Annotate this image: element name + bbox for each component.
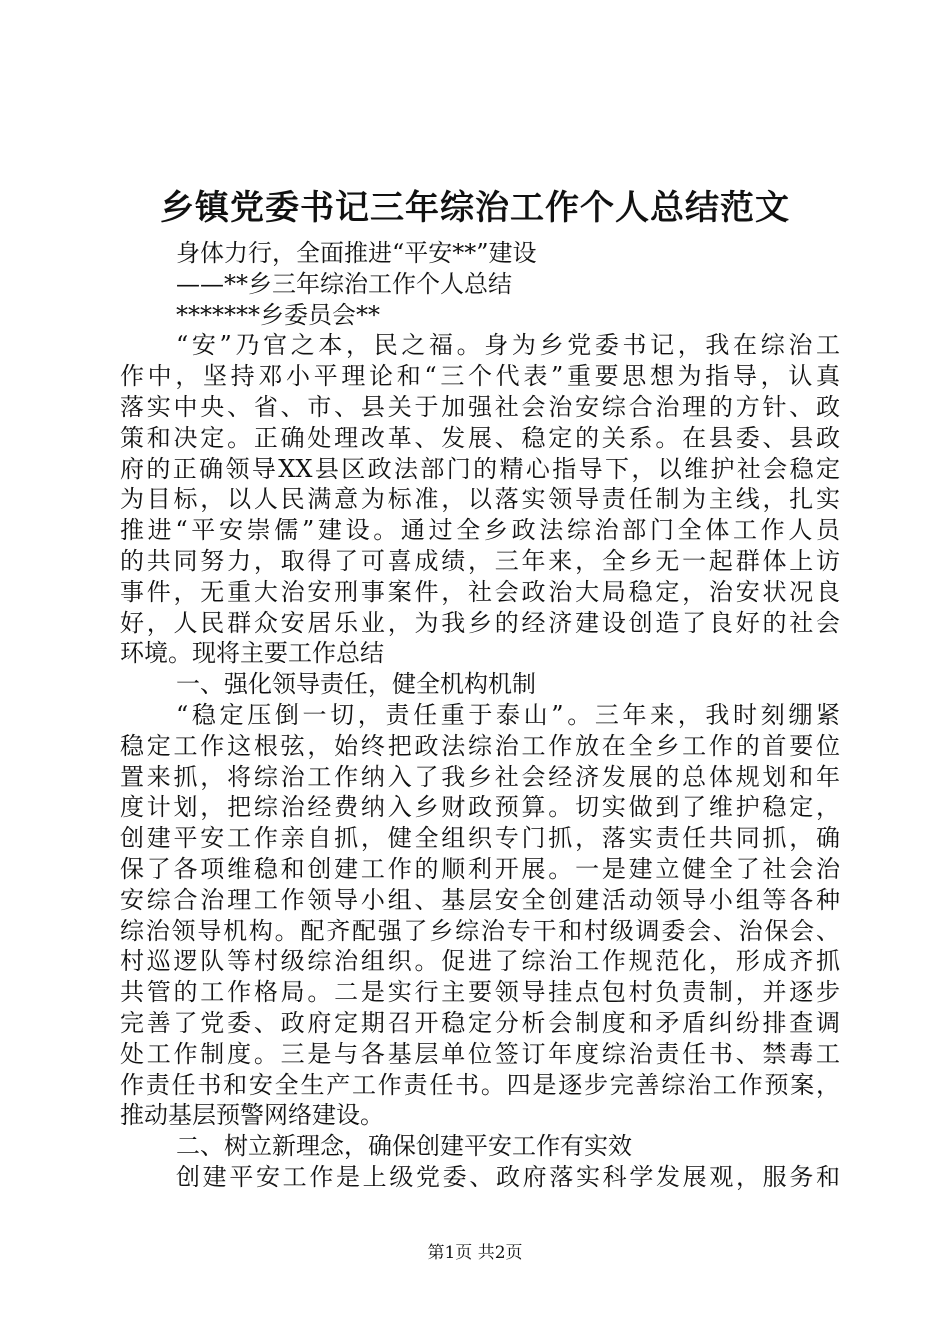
paragraph-line: 置来抓，将综治工作纳入了我乡社会经济发展的总体规划和年: [120, 762, 840, 791]
paragraph-line: 保了各项维稳和创建工作的顺利开展。一是建立健全了社会治: [120, 854, 840, 883]
paragraph-line: 稳定工作这根弦，始终把政法综治工作放在全乡工作的首要位: [120, 731, 840, 760]
document-body: [120, 238, 840, 1193]
paragraph-line: 落实中央、省、市、县关于加强社会治安综合治理的方针、政: [120, 392, 840, 421]
paragraph-line: 度计划，把综治经费纳入乡财政预算。切实做到了维护稳定，: [120, 793, 840, 822]
paragraph-line: 作责任书和安全生产工作责任书。四是逐步完善综治工作预案，: [120, 1070, 840, 1099]
paragraph-line: 处工作制度。三是与各基层单位签订年度综治责任书、禁毒工: [120, 1039, 840, 1068]
subtitle-line: ——**乡三年综治工作个人总结: [176, 269, 512, 298]
paragraph-line: 环境。现将主要工作总结: [120, 639, 384, 668]
paragraph-line: “稳定压倒一切，责任重于泰山”。三年来，我时刻绷紧: [176, 700, 840, 729]
paragraph-line: 综治领导机构。配齐配强了乡综治专干和村级调委会、治保会、: [120, 916, 840, 945]
paragraph-line: 完善了党委、政府定期召开稳定分析会制度和矛盾纠纷排查调: [120, 1008, 840, 1037]
paragraph-line: 策和决定。正确处理改革、发展、稳定的关系。在县委、县政: [120, 423, 840, 452]
paragraph-line: 创建平安工作是上级党委、政府落实科学发展观，服务和: [176, 1162, 840, 1191]
paragraph-line: 共管的工作格局。二是实行主要领导挂点包村负责制，并逐步: [120, 978, 840, 1007]
section-heading: 一、强化领导责任，健全机构机制: [176, 670, 536, 699]
paragraph-line: 推动基层预警网络建设。: [120, 1101, 384, 1130]
document-title: 乡镇党委书记三年综治工作个人总结范文: [160, 188, 790, 228]
paragraph-line: 为目标，以人民满意为标准，以落实领导责任制为主线，扎实: [120, 485, 840, 514]
paragraph-line: “安”乃官之本，民之福。身为乡党委书记，我在综治工: [176, 331, 840, 360]
paragraph-line: 创建平安工作亲自抓，健全组织专门抓，落实责任共同抓，确: [120, 824, 840, 853]
section-heading: 二、树立新理念，确保创建平安工作有实效: [176, 1132, 632, 1161]
paragraph-line: 好，人民群众安居乐业，为我乡的经济建设创造了良好的社会: [120, 608, 840, 637]
paragraph-line: 安综合治理工作领导小组、基层安全创建活动领导小组等各种: [120, 885, 840, 914]
author-line: *******乡委员会**: [176, 300, 380, 329]
paragraph-line: 推进“平安崇儒”建设。通过全乡政法综治部门全体工作人员: [120, 516, 840, 545]
paragraph-line: 府的正确领导XX县区政法部门的精心指导下，以维护社会稳定: [120, 454, 840, 483]
paragraph-line: 的共同努力，取得了可喜成绩，三年来，全乡无一起群体上访: [120, 546, 840, 575]
paragraph-line: 村巡逻队等村级综治组织。促进了综治工作规范化，形成齐抓: [120, 947, 840, 976]
page-number: 第1页 共2页: [427, 1243, 523, 1263]
subtitle-line: 身体力行，全面推进“平安**”建设: [176, 239, 537, 267]
paragraph-line: 事件，无重大治安刑事案件，社会政治大局稳定，治安状况良: [120, 577, 840, 606]
paragraph-line: 作中，坚持邓小平理论和“三个代表”重要思想为指导，认真: [120, 362, 840, 391]
